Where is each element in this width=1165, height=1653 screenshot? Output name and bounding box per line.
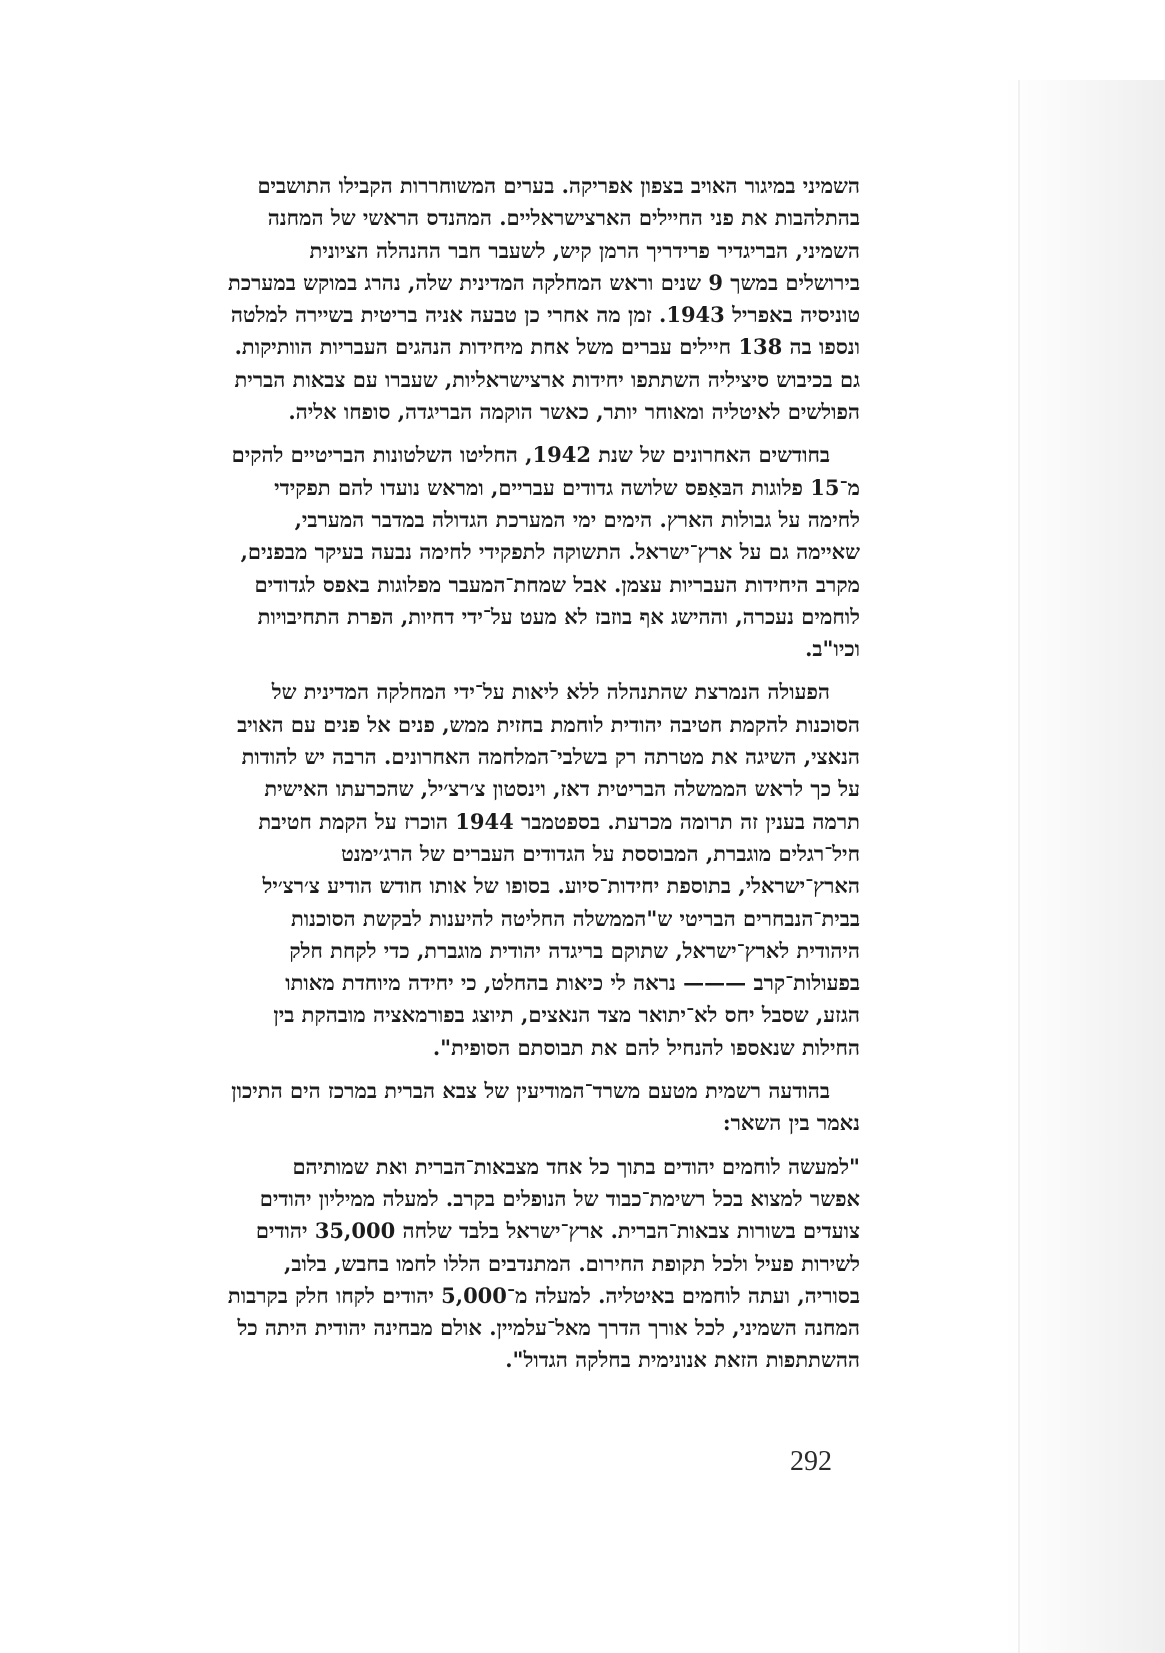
- paragraph-3: [72, 676, 860, 1064]
- text-line: בהתלהבות את פני החיילים הארצישראליים. המהנדס הראשי של המחנה: [267, 205, 860, 231]
- text-line: בהודעה רשמית מטעם משרד־המודיעין של צבא הברית במרכז הים התיכון: [231, 1078, 830, 1104]
- text-line: המחנה השמיני, לכל אורך הדרך מאל־עלמיין. אולם מבחינה יהודית היתה כל: [237, 1315, 860, 1341]
- text-line: החילות שנאספו להנחיל להם את תבוסתם הסופית".: [432, 1034, 860, 1060]
- text-line: נאמר בין השאר:: [722, 1110, 860, 1136]
- text-line: אפשר למצוא בכל רשימת־כבוד של הנופלים בקרב. למעלה ממיליון יהודים: [259, 1185, 860, 1211]
- paragraph-1: [72, 170, 860, 428]
- text-line: השמיני במיגור האויב בצפון אפריקה. בערים המשוחררות הקבילו התושבים: [257, 173, 860, 198]
- page-number: 292: [790, 1446, 832, 1477]
- text-line: גם בכיבוש סיציליה השתתפו יחידות ארצישראליות, שעברו עם צבאות הברית: [234, 366, 860, 392]
- page-edge: [1018, 80, 1020, 1653]
- text-line: לחימה על גבולות הארץ. הימים ימי המערכת הגדולה במדבר המערבי,: [294, 506, 860, 532]
- text-line: מ־15 פלוגות הבּאַפס שלושה גדודים עבריים, ומראש נועדו להם תפקידי: [274, 474, 860, 500]
- text-line: הסוכנות להקמת חטיבה יהודית לוחמת בחזית ממש, פנים אל פנים עם האויב: [237, 711, 860, 737]
- text-line: צועדים בשורות צבאות־הברית. ארץ־ישראל בלבד שלחה 35,000 יהודים: [255, 1218, 860, 1244]
- text-line: הפולשים לאיטליה ומאוחר יותר, כאשר הוקמה הבריגדה, סופחו אליה.: [288, 399, 860, 425]
- text-line: בפעולות־קרב ——— נראה לי כיאות בהחלט, כי יחידה מיוחדת מאותו: [285, 970, 860, 996]
- text-line: השמיני, הבריגדיר פרידריך הרמן קיש, לשעבר חבר ההנהלה הציונית: [309, 237, 860, 263]
- text-line: הנאצי, השיגה את מטרתה רק בשלבי־המלחמה האחרונים. הרבה יש להודות: [241, 744, 860, 770]
- text-line: הארץ־ישראלי, בתוספת יחידות־סיוע. בסופו של אותו חודש הודיע צ׳רצ׳יל: [262, 873, 860, 899]
- paragraph-2: [72, 439, 860, 665]
- text-line: מקרב היחידות העבריות עצמן. אבל שמחת־המעבר מפלוגות באפס לגדודים: [254, 571, 860, 597]
- text-line: שאיימה גם על ארץ־ישראל. התשוקה לתפקידי לחימה נבעה בעיקר מבפנים,: [240, 539, 860, 565]
- text-line: בסוריה, ועתה לוחמים באיטליה. למעלה מ־5,000 יהודים לקחו חלק בקרבות: [227, 1282, 860, 1308]
- text-line: הגזע, שסבל יחס לא־יתואר מצד הנאצים, תיוצג בפורמאציה מובהקת בין: [273, 1002, 860, 1028]
- text-line: היהודית לארץ־ישראל, שתוקם בריגדה יהודית מוגברת, כדי לקחת חלק: [289, 937, 860, 963]
- text-line: ההשתתפות הזאת אנונימית בחלקה הגדול".: [505, 1347, 860, 1373]
- text-line: בירושלים במשך 9 שנים וראש המחלקה המדינית שלה, נהרג במוקש במערכת: [228, 269, 860, 295]
- text-line: חיל־רגלים מוגברת, המבוססת על הגדודים העברים של הרג׳ימנט: [341, 840, 860, 866]
- text-line: הפעולה הנמרצת שהתנהלה ללא ליאות על־ידי המחלקה המדינית של: [271, 679, 830, 705]
- text-line: על כך לראש הממשלה הבריטית דאז, וינסטון צ׳רצ׳יל, שהכרעתו האישית: [264, 776, 860, 802]
- text-line: לוחמים נעכרה, וההישג אף בוזבז לא מעט על־ידי דחיות, הפרת התחיבויות: [257, 603, 860, 629]
- text-line: וכיו"ב.: [805, 636, 860, 662]
- text-line: "למעשה לוחמים יהודים בתוך כל אחד מצבאות־הברית ואת שמותיהם: [292, 1153, 860, 1179]
- text-line: תרמה בענין זה תרומה מכרעת. בספטמבר 1944 הוכרז על הקמת חטיבת: [258, 808, 860, 834]
- text-line: בחודשים האחרונים של שנת 1942, החליטו השלטונות הבריטיים להקים: [231, 442, 830, 468]
- text-line: לשירות פעיל ולכל תקופת החירום. המתנדבים הללו לחמו בחבש, בלוב,: [284, 1250, 860, 1276]
- adjacent-page-shadow: [1005, 80, 1165, 1653]
- body-text: [72, 170, 860, 1388]
- paragraph-5-quote: [72, 1151, 860, 1377]
- text-line: טוניסיה באפריל 1943. זמן מה אחרי כן טבעה אניה בריטית בשיירה למלטה: [230, 302, 860, 328]
- text-line: בבית־הנבחרים הבריטי ש"הממשלה החליטה להיענות לבקשת הסוכנות: [290, 905, 860, 931]
- text-line: ונספו בה 138 חיילים עברים משל אחת מיחידות הנהגים העבריות הוותיקות.: [234, 334, 860, 360]
- paragraph-4: [72, 1075, 860, 1140]
